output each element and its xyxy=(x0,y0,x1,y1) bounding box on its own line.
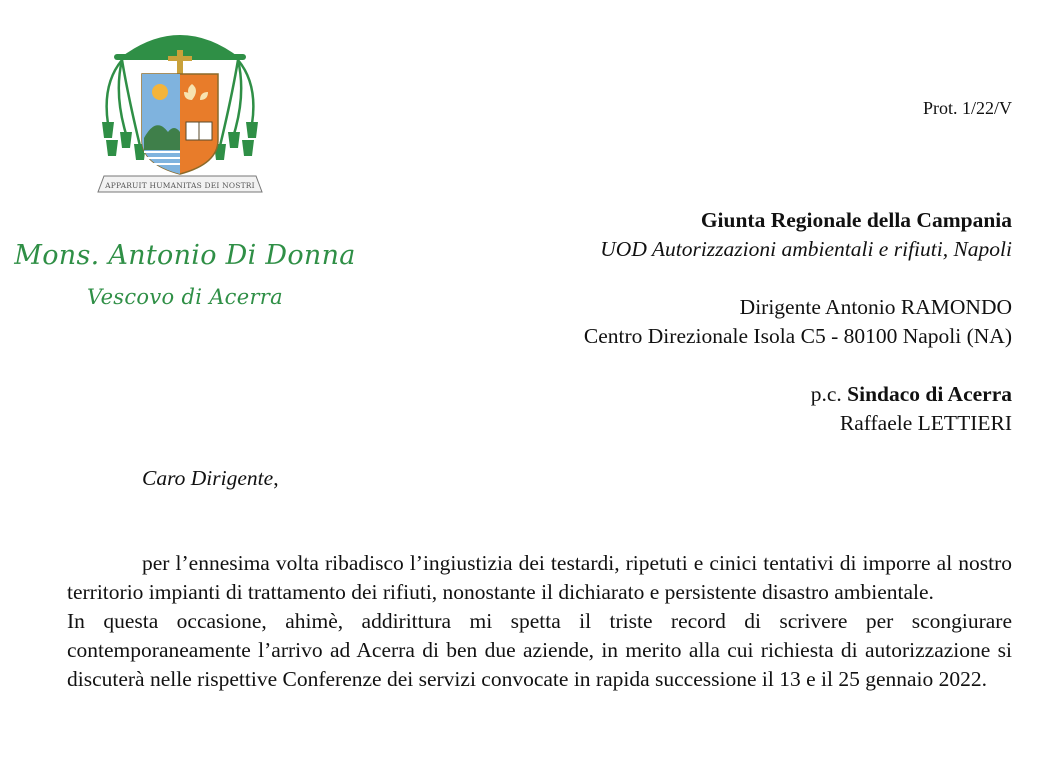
motto-text: APPARUIT HUMANITAS DEI NOSTRI xyxy=(105,181,255,190)
protocol-number: Prot. 1/22/V xyxy=(922,98,1012,118)
cc-prefix: p.c. xyxy=(810,382,842,406)
cc-name-prefix: Raffaele L xyxy=(839,411,931,435)
sun xyxy=(152,84,168,100)
coat-of-arms xyxy=(80,14,280,212)
recipient-block xyxy=(600,206,1012,264)
cc-role: Sindaco di Acerra xyxy=(847,382,1012,406)
recipient-office: UOD Autorizzazioni ambientali e rifiuti, Napoli xyxy=(600,237,1012,261)
paragraph-2: In questa occasione, ahimè, addirittura mi spetta il triste record di scrivere per scongiurare contemporaneamente l’arrivo ad Acerra di ben due aziende, in merito alla cui richiesta di autorizzazione si discuterà nelle rispettive Conferenze dei servizi convocate in rapida successione il 13 e il 25 gennaio 2022. xyxy=(67,609,1012,691)
cc-name-rest: ETTIERI xyxy=(930,411,1012,435)
coat-of-arms-emblem xyxy=(80,14,280,212)
salutation-comma: , xyxy=(273,466,279,490)
director-block xyxy=(584,293,1012,351)
bishop-name: Mons. Antonio Di Donna xyxy=(14,240,356,271)
recipient-org: Giunta Regionale della Campania xyxy=(700,208,1012,232)
cc-name xyxy=(811,409,1012,438)
cc-role-line xyxy=(811,380,1012,409)
director-surname-rest: AMONDO xyxy=(915,295,1012,319)
paragraph-1: per l’ennesima volta ribadisco l’ingiustizia dei testardi, ripetuti e cinici tentativi di imporre al nostro territorio impianti di trattamento dei rifiuti, nonostante il dichiarato e persistente disastro ambientale. xyxy=(67,551,1012,604)
director-address: Centro Direzionale Isola C5 - 80100 Napoli (NA) xyxy=(583,324,1012,348)
salutation-text: Caro Dirigente xyxy=(142,466,274,490)
director-name xyxy=(584,293,1012,322)
salutation xyxy=(142,466,279,491)
bishop-title: Vescovo di Acerra xyxy=(87,285,283,309)
cc-block xyxy=(811,380,1012,438)
letter-body xyxy=(67,549,1012,694)
director-prefix: Dirigente Antonio R xyxy=(739,295,916,319)
